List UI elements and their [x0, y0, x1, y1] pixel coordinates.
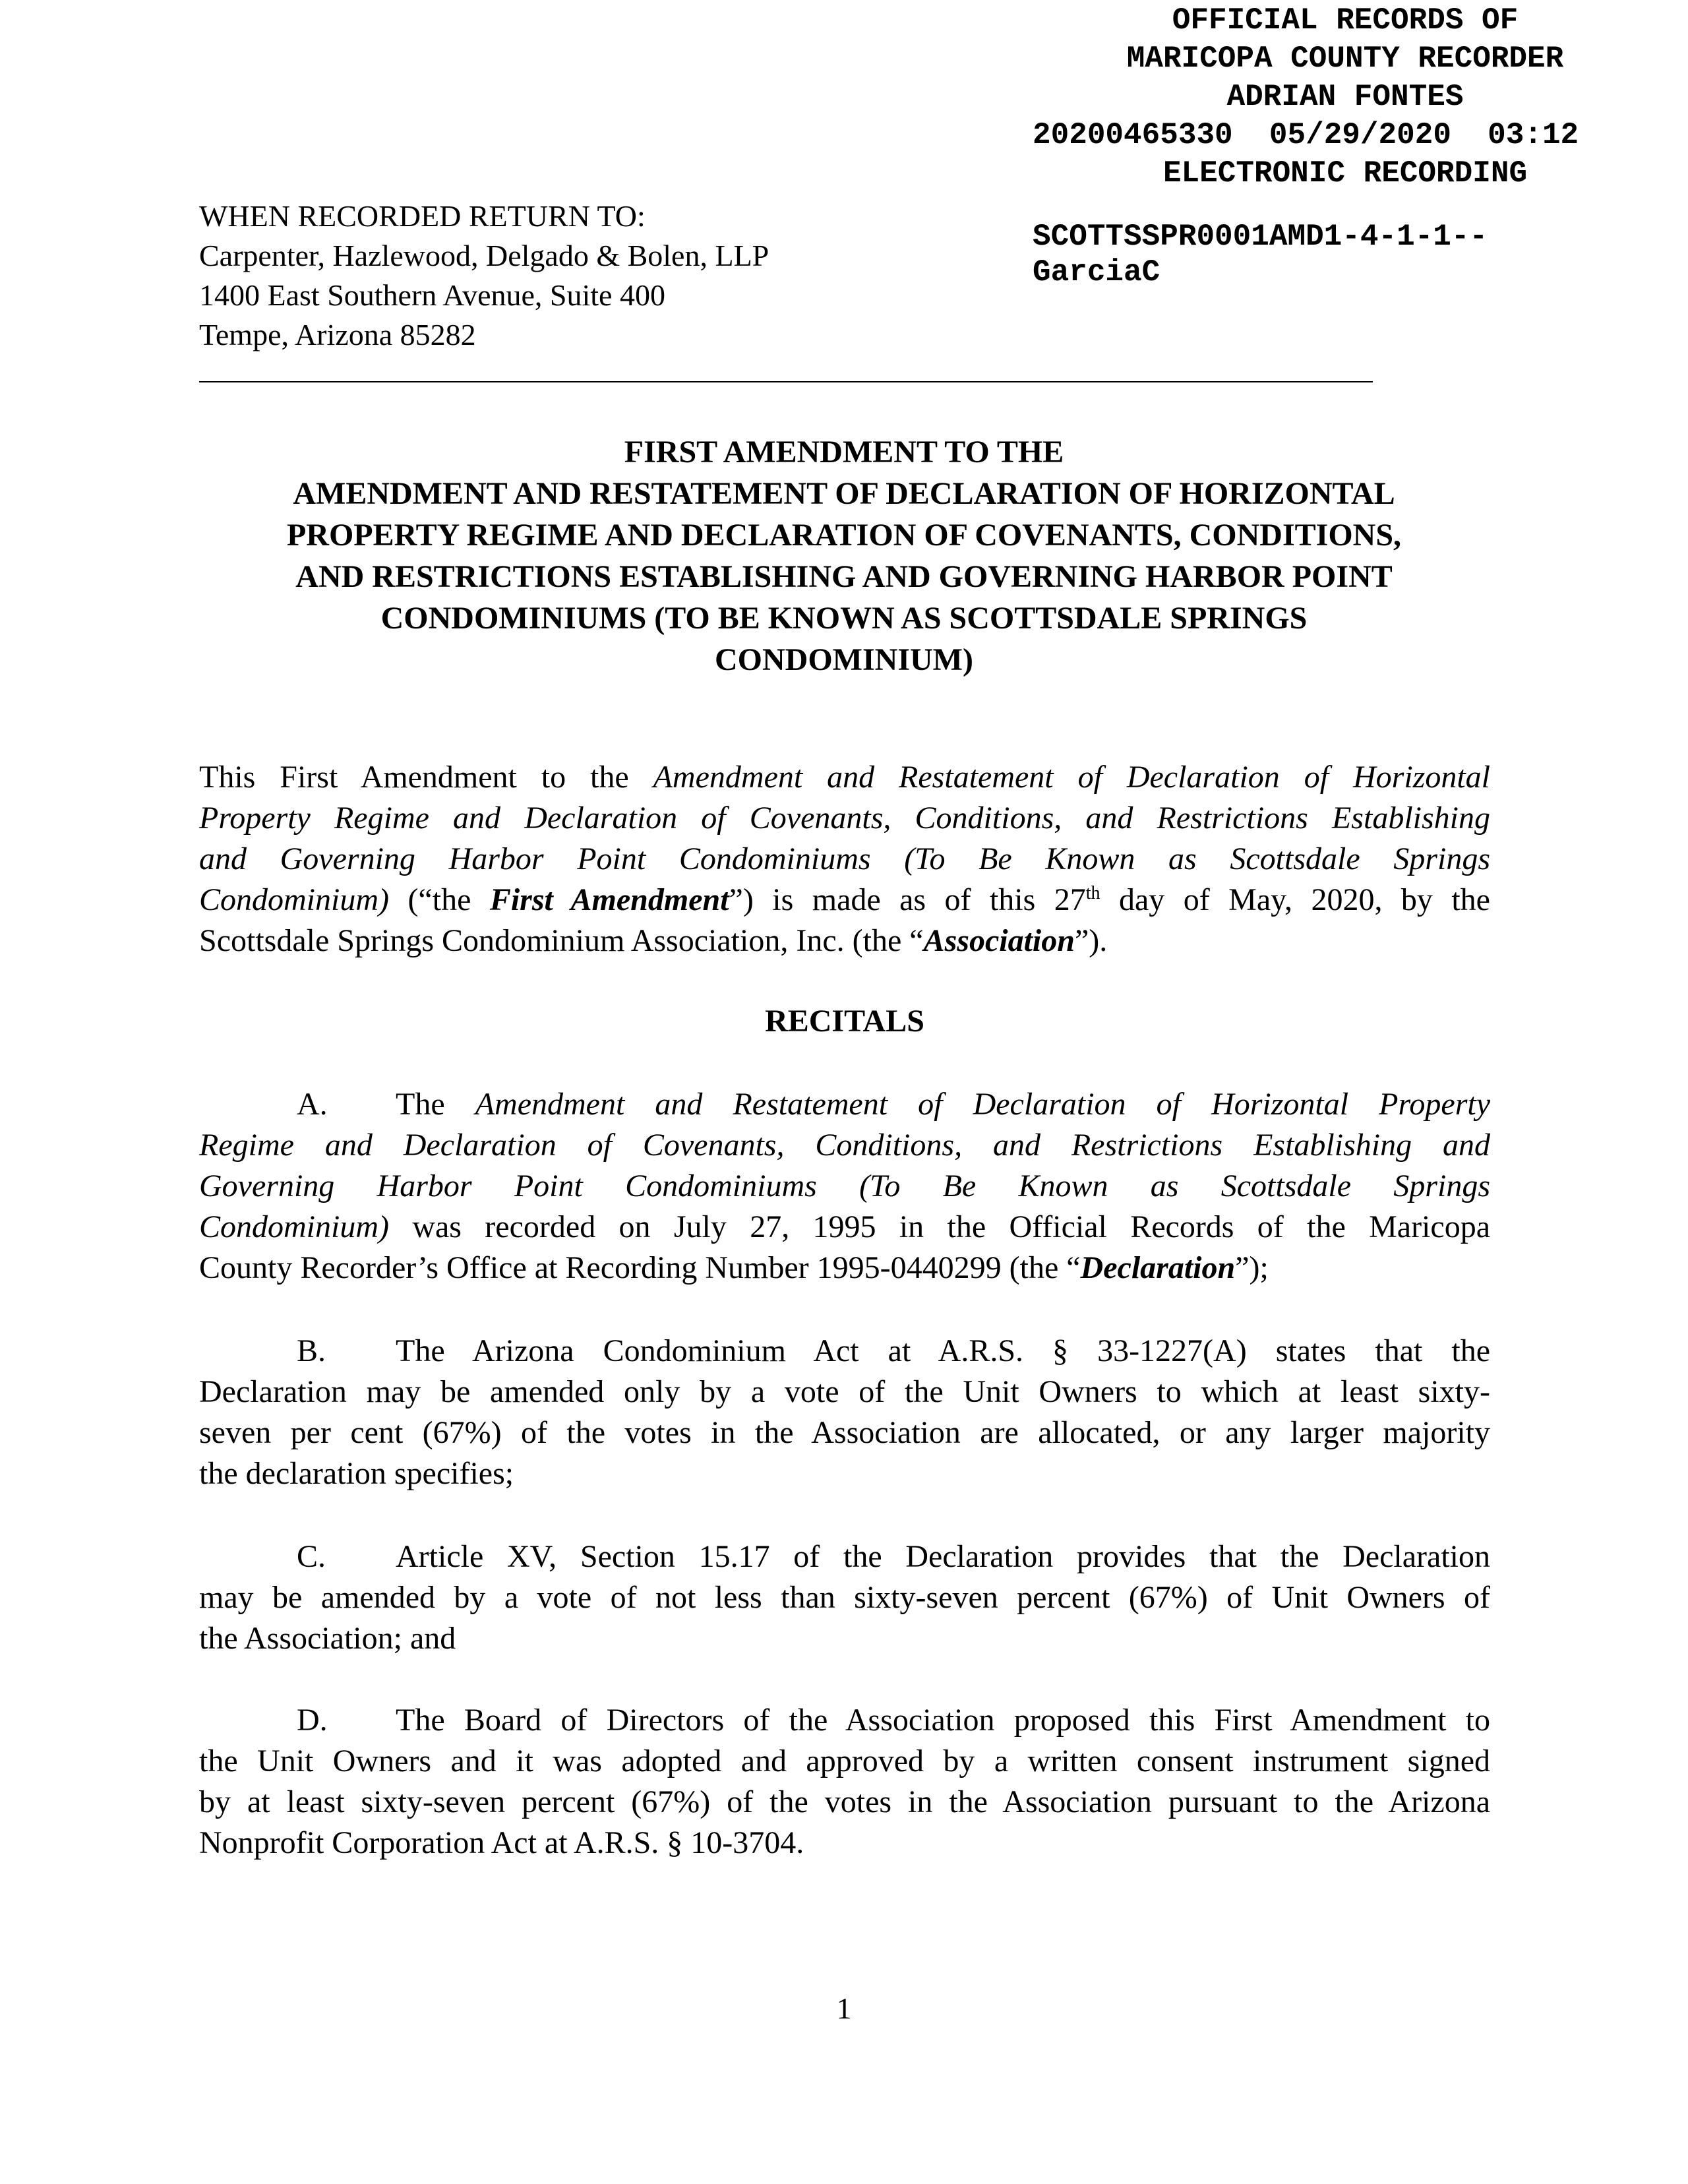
stamp-doc-code-line2: GarciaC	[1033, 255, 1160, 289]
recital-line	[199, 1700, 1490, 1741]
recital-document-name: Amendment and Restatement of Declaration of Horizontal Property	[475, 1087, 1491, 1122]
intro-line	[199, 921, 1490, 961]
intro-document-name: and Governing Harbor Point Condominiums (To Be Known as Scottsdale Springs	[199, 841, 1490, 876]
recital-document-name: Regime and Declaration of Covenants, Conditions, and Restrictions Establishing and	[199, 1128, 1490, 1163]
intro-text: day of May, 2020, by the	[1100, 882, 1490, 917]
recital-line: by at least sixty-seven percent (67%) of the votes in the Association pursuant to the Arizona	[199, 1784, 1490, 1819]
recital-d	[199, 1700, 1490, 1864]
title-line-3: PROPERTY REGIME AND DECLARATION OF COVENANTS, CONDITIONS,	[286, 518, 1402, 553]
defined-term-association: Association	[923, 923, 1075, 958]
return-to-street: 1400 East Southern Avenue, Suite 400	[199, 278, 665, 312]
intro-line	[199, 798, 1490, 839]
stamp-record-date: 05/29/2020	[1269, 118, 1451, 152]
title-line-5: CONDOMINIUMS (TO BE KNOWN AS SCOTTSDALE SPRINGS	[380, 601, 1308, 636]
recital-text: Article XV, Section 15.17 of the Declaration provides that the Declaration	[396, 1539, 1490, 1574]
stamp-record-line	[1029, 116, 1662, 154]
recital-text: ”);	[1235, 1250, 1269, 1285]
return-to-heading: WHEN RECORDED RETURN TO:	[199, 199, 646, 233]
page-number: 1	[836, 1991, 852, 2025]
stamp-line-electronic: ELECTRONIC RECORDING	[1162, 156, 1528, 191]
defined-term-declaration: Declaration	[1080, 1250, 1236, 1285]
recital-line: Nonprofit Corporation Act at A.R.S. § 10-3704.	[199, 1825, 804, 1860]
intro-text: Scottsdale Springs Condominium Association, Inc. (the “	[199, 923, 924, 958]
intro-line	[199, 757, 1490, 798]
intro-document-name: Amendment and Restatement of Declaration of Horizontal	[653, 760, 1491, 795]
return-to-city: Tempe, Arizona 85282	[199, 318, 476, 351]
intro-document-name: Property Regime and Declaration of Covenants, Conditions, and Restrictions Establishing	[199, 801, 1490, 835]
title-line-6: CONDOMINIUM)	[715, 642, 973, 677]
recital-text: The Board of Directors of the Association proposed this First Amendment to	[396, 1703, 1490, 1738]
return-to-block	[199, 197, 769, 355]
recital-document-name: Governing Harbor Point Condominiums (To Be Known as Scottsdale Springs	[199, 1168, 1490, 1203]
title-line-2: AMENDMENT AND RESTATEMENT OF DECLARATION OF HORIZONTAL	[293, 476, 1395, 511]
recital-c	[199, 1536, 1490, 1659]
recital-a	[199, 1084, 1490, 1289]
intro-text: (“the	[389, 882, 490, 917]
stamp-document-code	[1029, 219, 1662, 290]
stamp-record-time: 03:12	[1488, 118, 1579, 152]
recital-text: The	[396, 1087, 475, 1122]
recital-line: seven per cent (67%) of the votes in the Association are allocated, or any larger majority	[199, 1415, 1490, 1450]
recital-line	[199, 1248, 1490, 1289]
recital-line	[199, 1331, 1490, 1372]
intro-line	[199, 880, 1490, 921]
recital-text: The Arizona Condominium Act at A.R.S. § 33-1227(A) states that the	[396, 1333, 1490, 1368]
recital-text: County Recorder’s Office at Recording Number 1995-0440299 (the “	[199, 1250, 1081, 1285]
recital-document-name: Condominium)	[199, 1209, 389, 1244]
recital-letter: D.	[297, 1703, 328, 1738]
recital-line	[199, 1536, 1490, 1577]
recital-line: may be amended by a vote of not less than sixty-seven percent (67%) of Unit Owners of	[199, 1580, 1490, 1615]
stamp-line-county-recorder: MARICOPA COUNTY RECORDER	[1126, 42, 1564, 76]
recital-letter: B.	[297, 1333, 326, 1368]
defined-term-first-amendment: First Amendment	[489, 882, 729, 917]
title-line-4: AND RESTRICTIONS ESTABLISHING AND GOVERNING HARBOR POINT	[295, 559, 1393, 594]
intro-text: This First Amendment to the	[199, 760, 653, 795]
intro-document-name: Condominium)	[199, 882, 389, 917]
recital-line: the Unit Owners and it was adopted and approved by a written consent instrument signed	[199, 1744, 1490, 1778]
recital-line: the declaration specifies;	[199, 1456, 514, 1491]
stamp-record-number: 20200465330	[1033, 118, 1233, 152]
return-to-firm: Carpenter, Hazlewood, Delgado & Bolen, LLP	[199, 239, 769, 272]
recital-line	[199, 1207, 1490, 1248]
recital-line: Declaration may be amended only by a vote of the Unit Owners to which at least sixty-	[199, 1374, 1490, 1409]
intro-text: ”) is made as of this 27	[729, 882, 1086, 917]
recitals-heading: RECITALS	[765, 1004, 924, 1039]
title-line-1: FIRST AMENDMENT TO THE	[624, 435, 1064, 470]
ordinal-suffix: th	[1085, 883, 1100, 903]
recital-letter: C.	[297, 1539, 326, 1574]
recital-text: was recorded on July 27, 1995 in the Official Records of the Maricopa	[389, 1209, 1490, 1244]
stamp-doc-code-line1: SCOTTSSPR0001AMD1-4-1-1--	[1033, 220, 1488, 254]
recital-letter: A.	[297, 1087, 328, 1122]
stamp-line-recorder-name: ADRIAN FONTES	[1226, 80, 1464, 114]
intro-paragraph	[199, 757, 1490, 961]
recital-line	[199, 1084, 1490, 1125]
recital-line: the Association; and	[199, 1621, 456, 1656]
recital-b	[199, 1331, 1490, 1494]
intro-text: ”).	[1074, 923, 1108, 958]
recital-line	[199, 1125, 1490, 1166]
intro-line	[199, 839, 1490, 880]
recorder-stamp	[1029, 1, 1662, 290]
stamp-line-official-records: OFFICIAL RECORDS OF	[1172, 3, 1519, 38]
document-title	[158, 431, 1530, 681]
horizontal-rule	[199, 381, 1373, 382]
recital-line	[199, 1166, 1490, 1207]
